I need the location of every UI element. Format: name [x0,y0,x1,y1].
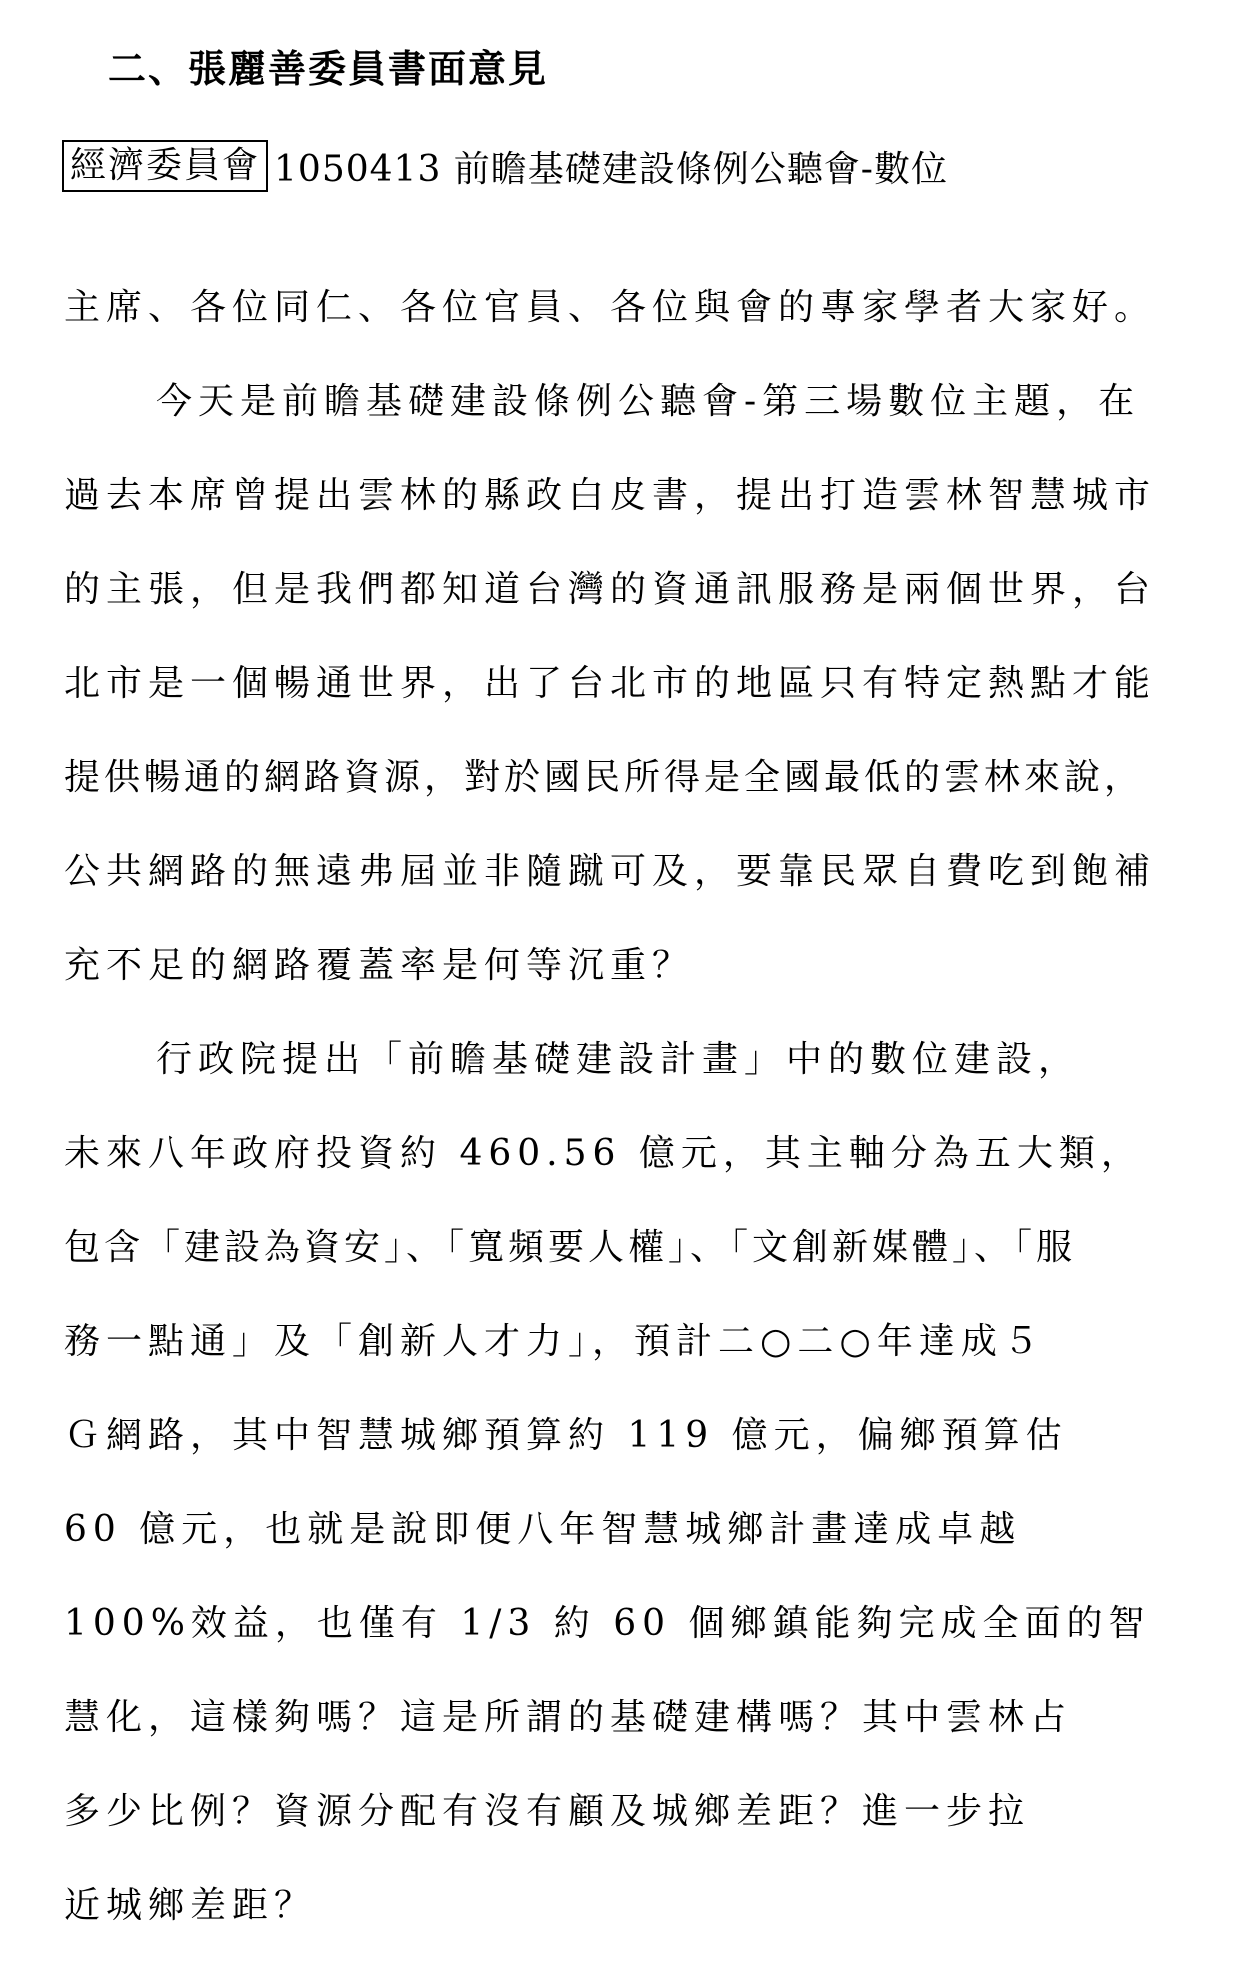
paragraph-line: 務一點通」及「創新人才力」，預計二○二○年達成５ [64,1321,1045,1362]
paragraph-line: 100%效益，也僅有 1/3 約 60 個鄉鎮能夠完成全面的智 [64,1603,1151,1644]
paragraph-line: 充不足的網路覆蓋率是何等沉重？ [64,945,695,986]
committee-label: 經濟委員會 [62,140,268,192]
paragraph-line: 60 億元，也就是說即便八年智慧城鄉計畫達成卓越 [64,1509,1022,1550]
meeting-reference [62,138,948,194]
paragraph-line: 未來八年政府投資約 460.56 億元，其主軸分為五大類， [64,1133,1143,1174]
paragraph-line: 慧化，這樣夠嗎？這是所謂的基礎建構嗎？其中雲林占 [64,1697,1073,1738]
paragraph-line: 過去本席曾提出雲林的縣政白皮書，提出打造雲林智慧城市 [64,475,1157,516]
paragraph-line: 今天是前瞻基礎建設條例公聽會-第三場數位主題，在 [156,381,1141,422]
section-heading: 二、張麗善委員書面意見 [108,47,549,91]
paragraph-line: 近城鄉差距？ [64,1885,317,1926]
paragraph-line: 多少比例？資源分配有沒有顧及城鄉差距？進一步拉 [64,1791,1031,1832]
paragraph-line: 公共網路的無遠弗屆並非隨蹴可及，要靠民眾自費吃到飽補 [64,851,1157,892]
body-text [64,280,1214,1972]
paragraph-line: 主席、各位同仁、各位官員、各位與會的專家學者大家好。 [64,287,1157,328]
paragraph-line: 包含「建設為資安」、「寬頻要人權」、「文創新媒體」、「服 [64,1227,1077,1268]
paragraph-line: 行政院提出「前瞻基礎建設計畫」中的數位建設， [156,1039,1081,1080]
paragraph-line: 北市是一個暢通世界，出了台北市的地區只有特定熱點才能 [64,663,1157,704]
paragraph-line: 提供暢通的網路資源，對於國民所得是全國最低的雲林來說， [64,757,1145,798]
paragraph-line: 的主張，但是我們都知道台灣的資通訊服務是兩個世界，台 [64,569,1157,610]
paragraph-line: Ｇ網路，其中智慧城鄉預算約 119 億元，偏鄉預算估 [64,1415,1068,1456]
document-title: 1050413 前瞻基礎建設條例公聽會-數位 [274,148,948,190]
